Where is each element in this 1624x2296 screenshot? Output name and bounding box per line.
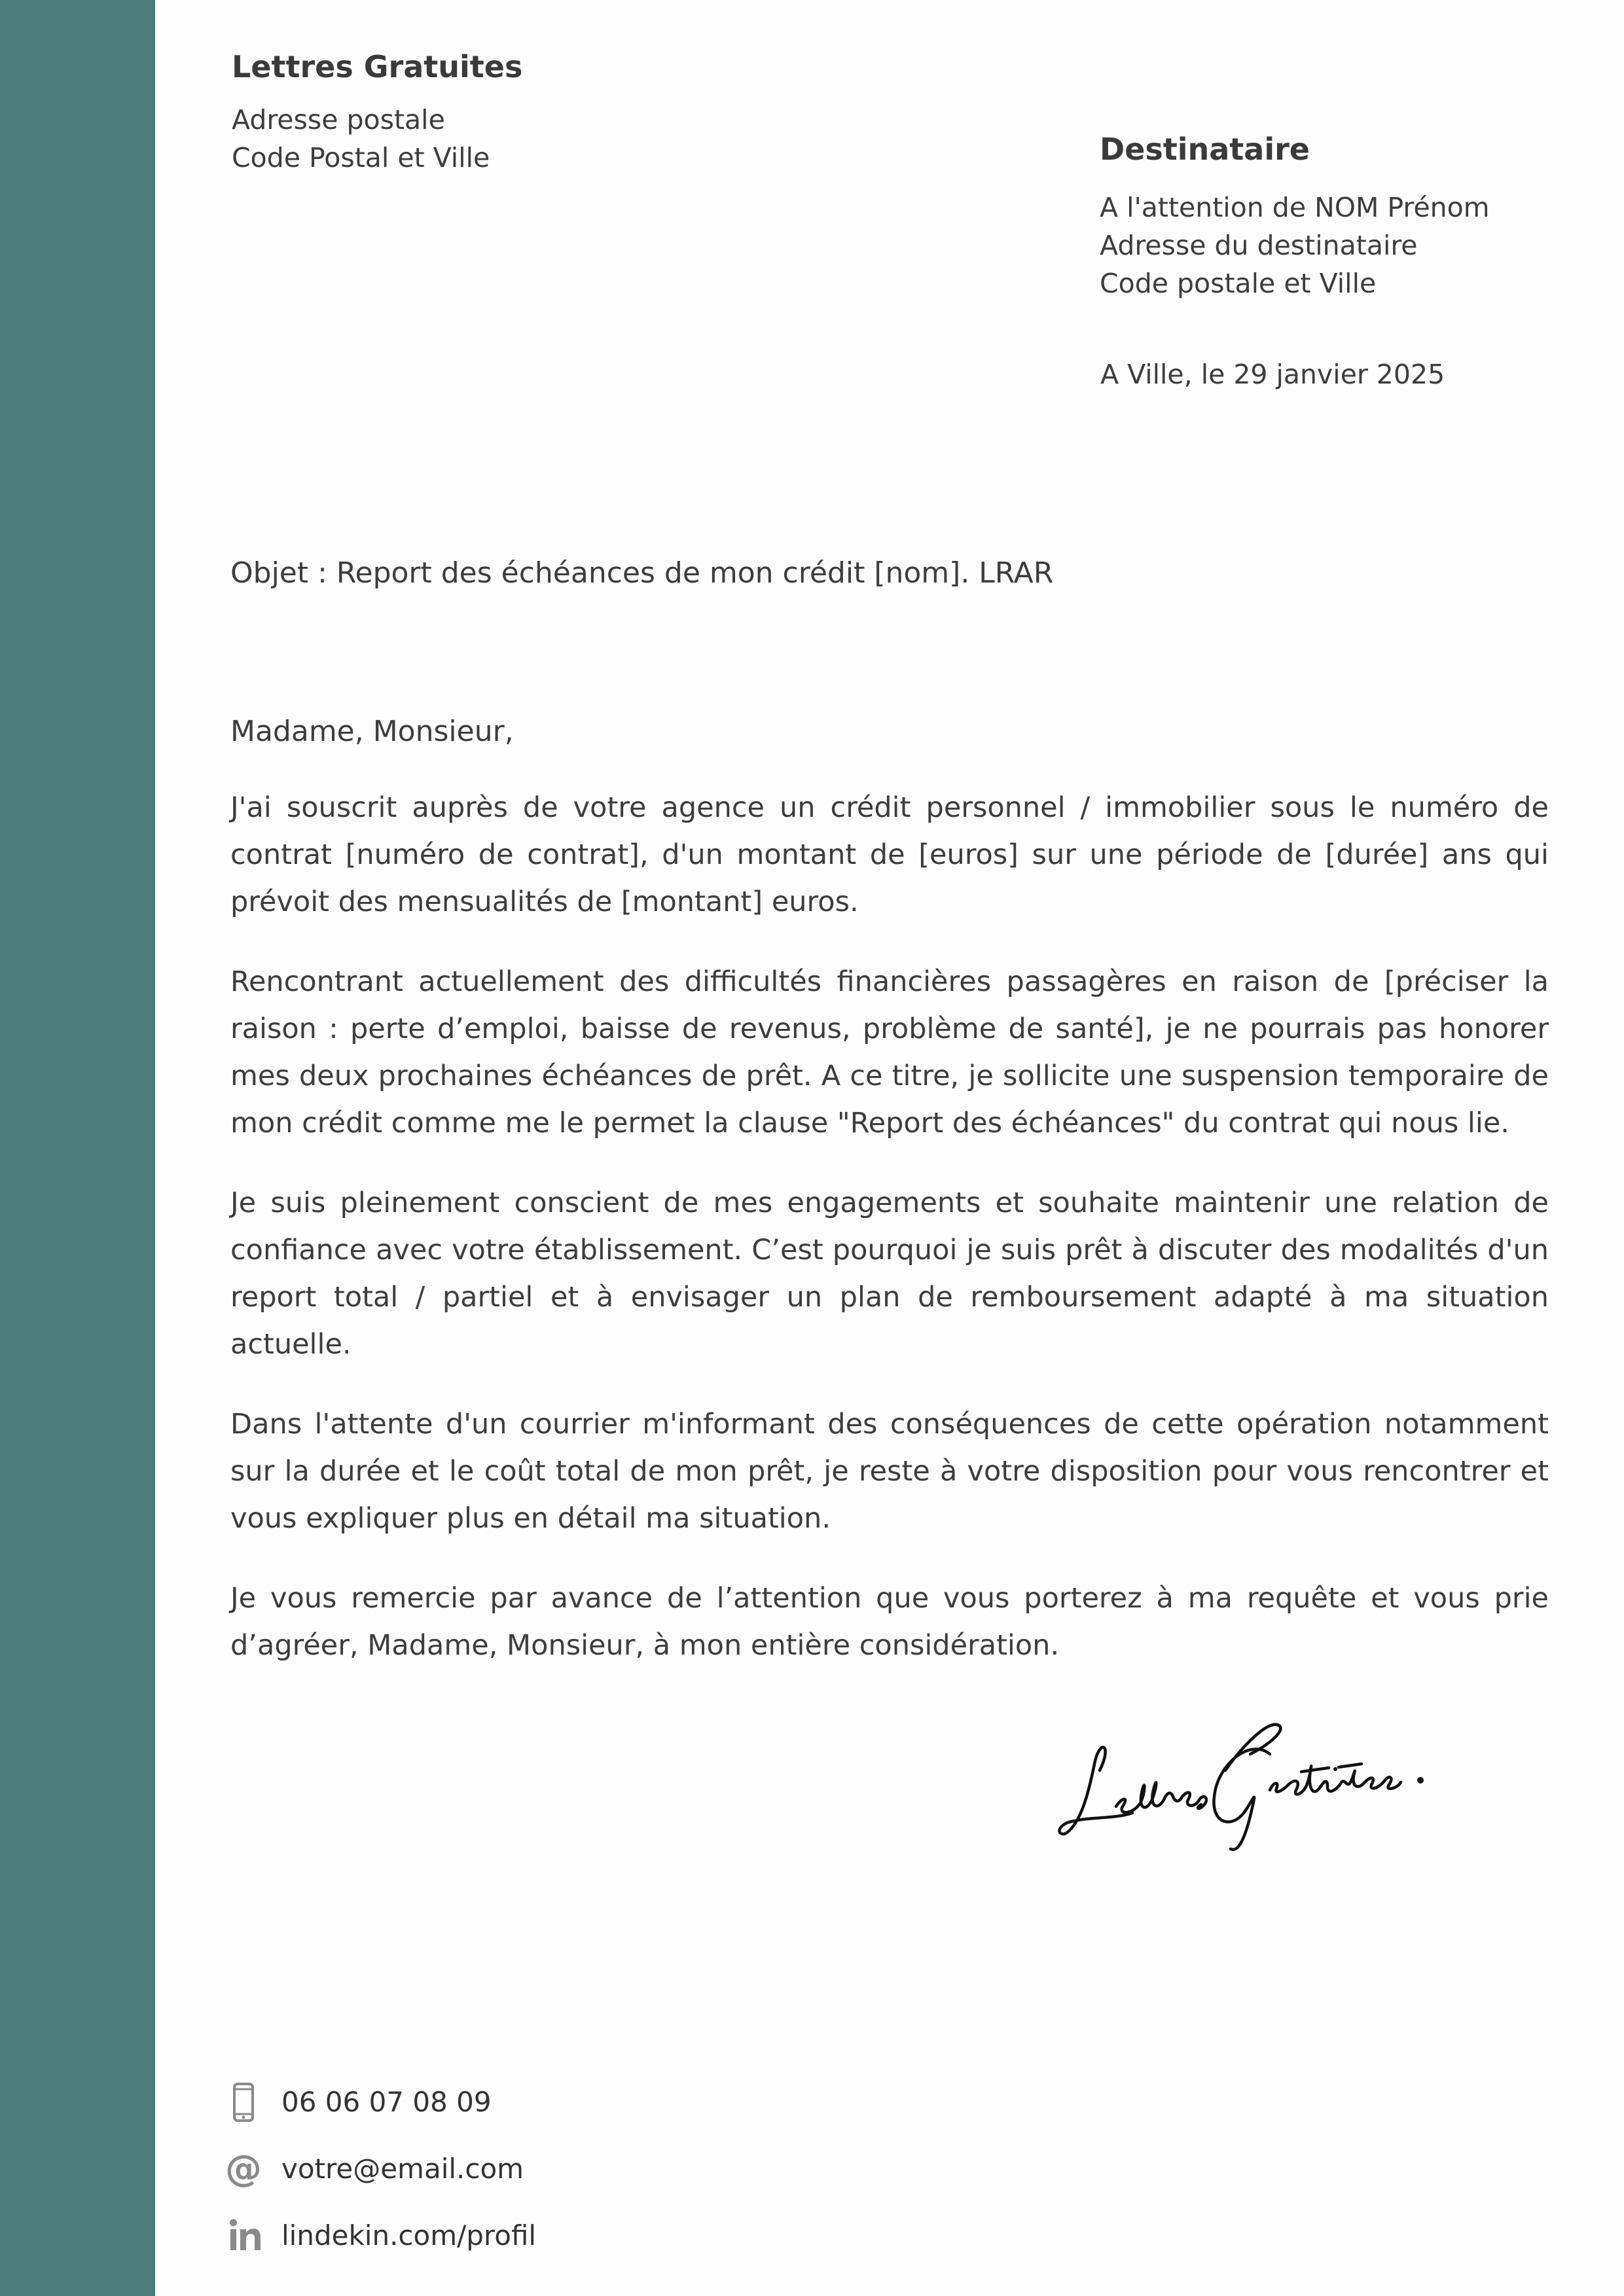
letter-body [230, 712, 1549, 1702]
contact-linkedin: lindekin.com/profil [281, 2219, 537, 2251]
body-paragraph-5: Je vous remercie par avance de l’attention que vous porterez à ma requête et vous prie d’agréer, Madame, Monsieur, à mon entière considération. [230, 1582, 1549, 1662]
recipient-line-1: A l'attention de NOM Prénom [1100, 192, 1490, 223]
letter-date: A Ville, le 29 janvier 2025 [1100, 359, 1445, 390]
body-paragraph-4: Dans l'attente d'un courrier m'informant des conséquences de cette opération notamment sur la durée et le coût total de mon prêt, je reste à votre disposition pour vous rencontrer et vous expliquer plus en détail ma situation. [230, 1408, 1549, 1535]
contact-email: votre@email.com [281, 2153, 524, 2185]
linkedin-icon [223, 2215, 264, 2257]
sender-address-line-1: Adresse postale [232, 104, 445, 135]
sender-name: Lettres Gratuites [232, 49, 523, 84]
body-paragraph-3: Je suis pleinement conscient de mes engagements et souhaite maintenir une relation de confiance avec votre établissement. C’est pourquoi je suis prêt à discuter des modalités d'un report total / partiel et à envisager un plan de remboursement adapté à ma situation actuelle. [230, 1187, 1549, 1361]
phone-icon [223, 2081, 264, 2123]
recipient-line-2: Adresse du destinataire [1100, 230, 1418, 261]
letter-subject: Objet : Report des échéances de mon crédit [nom]. LRAR [230, 556, 1054, 590]
recipient-block [1100, 130, 1597, 302]
body-paragraph-2: Rencontrant actuellement des difficultés financières passagères en raison de [préciser la raison : perte d’emploi, baisse de revenus, problème de santé], je ne pourrais pas honorer mes deux prochaines échéances de prêt. A ce titre, je sollicite une suspension temporaire de mon crédit comme me le permet la clause "Report des échéances" du contrat qui nous lie. [230, 965, 1549, 1139]
salutation: Madame, Monsieur, [230, 715, 514, 748]
sender-block [232, 47, 821, 177]
recipient-title: Destinataire [1100, 132, 1310, 167]
handwritten-signature [1054, 1692, 1447, 1856]
sender-address-line-2: Code Postal et Ville [232, 142, 490, 173]
recipient-line-3: Code postale et Ville [1100, 268, 1377, 299]
contact-phone: 06 06 07 08 09 [281, 2086, 492, 2118]
sidebar-accent-bar [0, 0, 155, 2296]
at-icon [223, 2148, 264, 2190]
svg-text:@: @ [225, 2148, 262, 2190]
body-paragraph-1: J'ai souscrit auprès de votre agence un crédit personnel / immobilier sous le numéro de contrat [numéro de contrat], d'un montant de [euros] sur une période de [durée] ans qui prévoit des mensualités de [montant] euros. [230, 791, 1549, 918]
